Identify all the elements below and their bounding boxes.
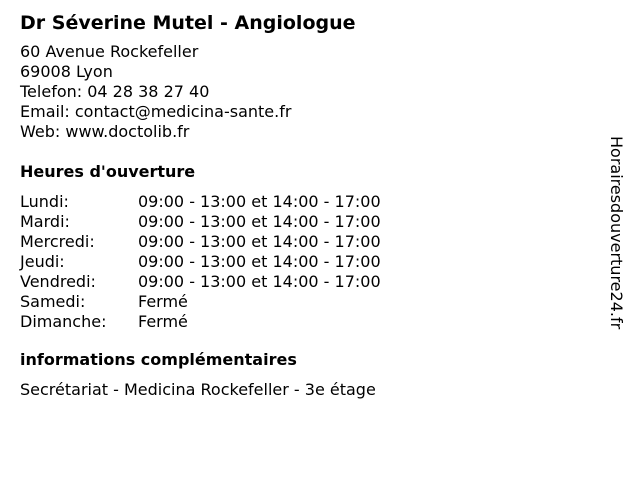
- hours-day: Mercredi:: [20, 232, 95, 251]
- hours-row-saturday: [20, 292, 600, 312]
- practice-title: Dr Séverine Mutel - Angiologue: [20, 12, 356, 34]
- hours-day: Samedi:: [20, 292, 86, 311]
- web-line: Web: www.doctolib.fr: [20, 122, 190, 141]
- email-line: Email: contact@medicina-sante.fr: [20, 102, 292, 121]
- hours-time: Fermé: [138, 292, 188, 311]
- hours-time: 09:00 - 13:00 et 14:00 - 17:00: [138, 212, 381, 231]
- phone-line: Telefon: 04 28 38 27 40: [20, 82, 210, 101]
- hours-day: Vendredi:: [20, 272, 96, 291]
- hours-heading: Heures d'ouverture: [20, 162, 196, 181]
- hours-time: 09:00 - 13:00 et 14:00 - 17:00: [138, 272, 381, 291]
- hours-row-friday: [20, 272, 600, 292]
- practice-card: [20, 10, 600, 400]
- hours-day: Mardi:: [20, 212, 70, 231]
- hours-time: 09:00 - 13:00 et 14:00 - 17:00: [138, 232, 381, 251]
- hours-row-thursday: [20, 252, 600, 272]
- hours-time: Fermé: [138, 312, 188, 331]
- hours-day: Jeudi:: [20, 252, 65, 271]
- info-text: Secrétariat - Medicina Rockefeller - 3e étage: [20, 380, 376, 399]
- address-city: 69008 Lyon: [20, 62, 113, 81]
- hours-row-tuesday: [20, 212, 600, 232]
- hours-table: [20, 192, 600, 332]
- contact-block: [20, 42, 600, 142]
- hours-day: Dimanche:: [20, 312, 107, 331]
- site-watermark: Horairesdouverture24.fr: [607, 136, 626, 330]
- hours-row-monday: [20, 192, 600, 212]
- hours-row-sunday: [20, 312, 600, 332]
- address-street: 60 Avenue Rockefeller: [20, 42, 199, 61]
- info-heading: informations complémentaires: [20, 350, 297, 369]
- hours-time: 09:00 - 13:00 et 14:00 - 17:00: [138, 192, 381, 211]
- hours-row-wednesday: [20, 232, 600, 252]
- hours-day: Lundi:: [20, 192, 69, 211]
- hours-time: 09:00 - 13:00 et 14:00 - 17:00: [138, 252, 381, 271]
